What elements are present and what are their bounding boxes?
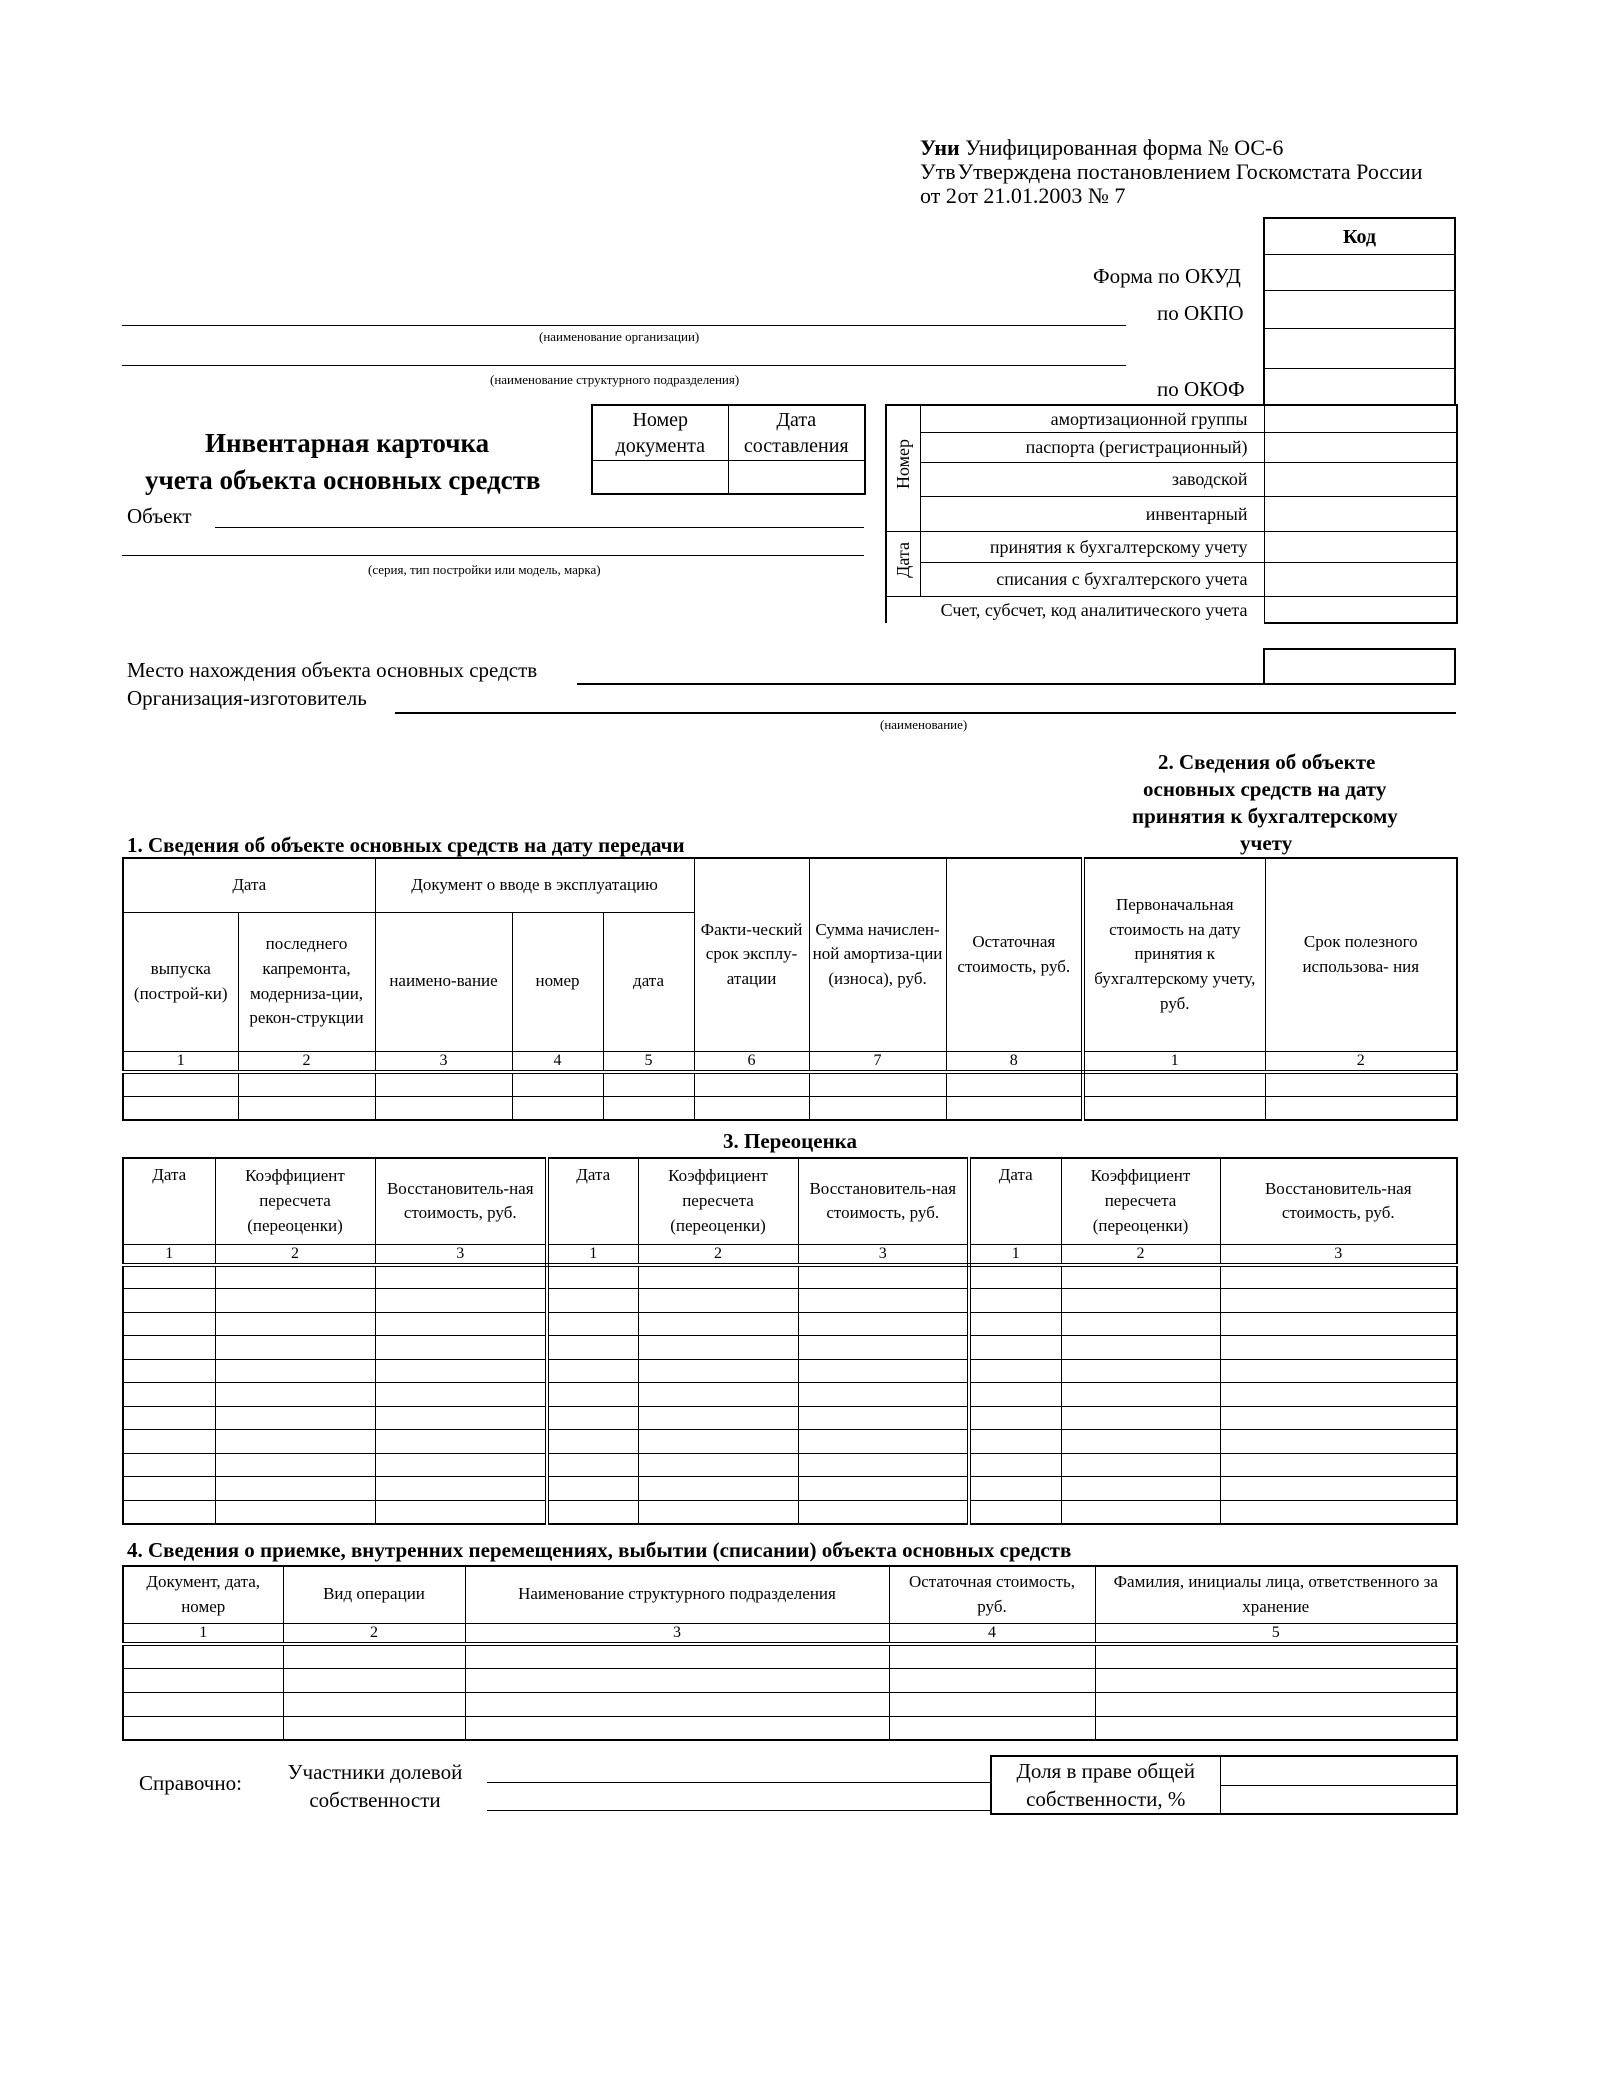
table-cell[interactable]: [638, 1383, 798, 1407]
s1-cell[interactable]: [694, 1096, 809, 1120]
object-line-2[interactable]: [122, 555, 864, 556]
table-cell[interactable]: [215, 1430, 375, 1454]
s1-num-6: 6: [694, 1051, 809, 1072]
table-cell[interactable]: [1061, 1289, 1220, 1313]
header-overlap-3: от 2: [920, 183, 957, 208]
table-cell[interactable]: [547, 1336, 638, 1360]
table-cell[interactable]: [1061, 1336, 1220, 1360]
table-cell[interactable]: [547, 1383, 638, 1407]
table-cell[interactable]: [1095, 1692, 1457, 1716]
table-cell[interactable]: [1220, 1336, 1457, 1360]
table-cell[interactable]: [375, 1383, 547, 1407]
table-cell[interactable]: [1061, 1265, 1220, 1289]
s3-num-3: 3: [1220, 1244, 1457, 1265]
s1-repair: последнего капремонта, модерниза-ции, рекон-струкции: [238, 912, 375, 1051]
table-cell[interactable]: [969, 1336, 1061, 1360]
table-row: [123, 1359, 1457, 1383]
s4-num-4: 4: [889, 1623, 1095, 1644]
table-row: [123, 1336, 1457, 1360]
table-cell[interactable]: [1095, 1644, 1457, 1668]
table-cell[interactable]: [123, 1265, 215, 1289]
table-cell[interactable]: [1220, 1312, 1457, 1336]
code-okud-field[interactable]: [1265, 255, 1454, 291]
s4-doc: Документ, дата, номер: [123, 1566, 283, 1623]
table-cell[interactable]: [638, 1265, 798, 1289]
numbers-table: [885, 404, 1458, 624]
s4-unit: Наименование структурного подразделения: [465, 1566, 889, 1623]
s4-residual: Остаточная стоимость, руб.: [889, 1566, 1095, 1623]
header-form-number: Унифицированная форма № ОС-6: [965, 135, 1284, 160]
table-cell[interactable]: [969, 1383, 1061, 1407]
table-cell[interactable]: [215, 1500, 375, 1524]
card-title-line1: Инвентарная карточка: [205, 428, 490, 458]
table-cell[interactable]: [638, 1359, 798, 1383]
table-cell[interactable]: [1220, 1383, 1457, 1407]
amort-group-label: амортизационной группы: [920, 405, 1264, 432]
table-cell[interactable]: [547, 1265, 638, 1289]
table-cell[interactable]: [547, 1500, 638, 1524]
table-cell[interactable]: [969, 1265, 1061, 1289]
unit-name-caption: (наименование структурного подразделения): [490, 372, 740, 387]
object-line[interactable]: [215, 527, 864, 528]
table-cell[interactable]: [889, 1692, 1095, 1716]
factory-label: заводской: [920, 462, 1264, 496]
share-field-1[interactable]: [1220, 1756, 1457, 1785]
s1-cell[interactable]: [809, 1072, 946, 1096]
table-cell[interactable]: [969, 1453, 1061, 1477]
s1-num-7: 7: [809, 1051, 946, 1072]
table-cell[interactable]: [123, 1668, 283, 1692]
doc-number-header: Номер документа: [592, 405, 728, 460]
table-cell[interactable]: [215, 1336, 375, 1360]
table-cell[interactable]: [375, 1430, 547, 1454]
table-cell[interactable]: [638, 1477, 798, 1501]
table-cell[interactable]: [889, 1668, 1095, 1692]
table-cell[interactable]: [283, 1668, 465, 1692]
participants-line-1[interactable]: [487, 1782, 990, 1783]
s1-data-row: [123, 1072, 1457, 1096]
section2-title-line2: основных средств на дату: [1143, 777, 1387, 801]
data-vertical-cell: [886, 531, 920, 596]
section4-title: 4. Сведения о приемке, внутренних перемещениях, выбытии (списании) объекта основных средств: [127, 1538, 1072, 1562]
table-cell[interactable]: [969, 1430, 1061, 1454]
s3-date-1: Дата: [123, 1158, 215, 1244]
table-cell[interactable]: [798, 1359, 969, 1383]
section1-title: 1. Сведения об объекте основных средств на дату передачи: [127, 833, 685, 857]
written-off-field[interactable]: [1264, 562, 1457, 596]
s4-num-3: 3: [465, 1623, 889, 1644]
table-cell[interactable]: [215, 1453, 375, 1477]
table-row: [123, 1406, 1457, 1430]
s1-cell[interactable]: [375, 1096, 512, 1120]
table-cell[interactable]: [798, 1289, 969, 1313]
table-cell[interactable]: [547, 1430, 638, 1454]
s2-cell[interactable]: [1265, 1096, 1457, 1120]
table-cell[interactable]: [375, 1336, 547, 1360]
table-row: [123, 1312, 1457, 1336]
s4-operation: Вид операции: [283, 1566, 465, 1623]
table-cell[interactable]: [215, 1289, 375, 1313]
participants-label: Участники долевой собственности: [287, 1760, 463, 1812]
location-line[interactable]: [577, 683, 1263, 685]
code-okpo-field[interactable]: [1265, 291, 1454, 329]
table-cell[interactable]: [1095, 1668, 1457, 1692]
table-cell[interactable]: [375, 1406, 547, 1430]
table-cell[interactable]: [969, 1500, 1061, 1524]
table-cell[interactable]: [798, 1453, 969, 1477]
maker-caption: (наименование): [880, 717, 968, 732]
maker-line[interactable]: [395, 712, 1456, 714]
s3-num-1: 1: [123, 1244, 215, 1265]
table-row: [123, 1453, 1457, 1477]
s1-cell[interactable]: [512, 1072, 603, 1096]
doc-number-date-table: [591, 404, 866, 495]
nomer-vertical-label: Номер: [893, 439, 914, 490]
s1-actual-term: Факти-ческий срок эксплу-атации: [694, 858, 809, 1051]
s3-coef-3: Коэффициент пересчета (переоценки): [1061, 1158, 1220, 1244]
s1-cell[interactable]: [603, 1096, 694, 1120]
table-cell[interactable]: [123, 1359, 215, 1383]
table-cell[interactable]: [123, 1430, 215, 1454]
s4-person: Фамилия, инициалы лица, ответственного за хранение: [1095, 1566, 1457, 1623]
s1-num-2: 2: [238, 1051, 375, 1072]
table-cell[interactable]: [1061, 1453, 1220, 1477]
table-cell[interactable]: [215, 1265, 375, 1289]
accepted-label: принятия к бухгалтерскому учету: [920, 531, 1264, 562]
code-unit-field[interactable]: [1265, 329, 1454, 369]
data-vertical-label: Дата: [893, 541, 914, 578]
table-cell[interactable]: [798, 1500, 969, 1524]
s3-coef-2: Коэффициент пересчета (переоценки): [638, 1158, 798, 1244]
table-cell[interactable]: [547, 1477, 638, 1501]
org-name-line[interactable]: [122, 325, 1126, 326]
table-cell[interactable]: [123, 1453, 215, 1477]
share-label: Доля в праве общей собственности, %: [991, 1756, 1220, 1814]
table-cell[interactable]: [969, 1477, 1061, 1501]
s3-num-2: 2: [1061, 1244, 1220, 1265]
doc-date-field[interactable]: [728, 460, 865, 494]
code-column: [1263, 217, 1456, 406]
okpo-label: по ОКПО: [1157, 301, 1244, 325]
share-table: [990, 1755, 1458, 1815]
form-header-line2: [920, 161, 1422, 183]
table-row: [123, 1644, 1457, 1668]
section1-2-table: [122, 857, 1458, 1121]
table-cell[interactable]: [123, 1716, 283, 1740]
table-cell[interactable]: [969, 1289, 1061, 1313]
table-cell[interactable]: [375, 1453, 547, 1477]
table-cell[interactable]: [123, 1312, 215, 1336]
s1-data-row: [123, 1096, 1457, 1120]
table-cell[interactable]: [638, 1336, 798, 1360]
table-cell[interactable]: [798, 1336, 969, 1360]
table-cell[interactable]: [638, 1453, 798, 1477]
table-cell[interactable]: [1061, 1500, 1220, 1524]
form-header-line1: [920, 137, 1283, 159]
written-off-label: списания с бухгалтерского учета: [920, 562, 1264, 596]
table-cell[interactable]: [798, 1383, 969, 1407]
table-cell[interactable]: [1061, 1430, 1220, 1454]
passport-label: паспорта (регистрационный): [920, 432, 1264, 462]
s1-num-5: 5: [603, 1051, 694, 1072]
code-okof-field[interactable]: [1265, 369, 1454, 404]
table-cell[interactable]: [375, 1289, 547, 1313]
table-cell[interactable]: [1061, 1477, 1220, 1501]
object-label: Объект: [127, 504, 192, 528]
s3-num-3: 3: [375, 1244, 547, 1265]
factory-field[interactable]: [1264, 462, 1457, 496]
table-cell[interactable]: [547, 1312, 638, 1336]
section2-title-line3: принятия к бухгалтерскому: [1132, 804, 1398, 828]
s1-cell[interactable]: [123, 1096, 238, 1120]
table-cell[interactable]: [547, 1453, 638, 1477]
table-cell[interactable]: [375, 1265, 547, 1289]
table-cell[interactable]: [283, 1716, 465, 1740]
table-cell[interactable]: [123, 1692, 283, 1716]
revaluation-table: [122, 1157, 1458, 1525]
table-cell[interactable]: [1220, 1430, 1457, 1454]
code-title: Код: [1265, 219, 1454, 255]
movements-table: [122, 1565, 1458, 1741]
table-cell[interactable]: [638, 1312, 798, 1336]
maker-label: Организация-изготовитель: [127, 686, 367, 710]
okof-label: по ОКОФ: [1157, 377, 1245, 401]
table-cell[interactable]: [1220, 1500, 1457, 1524]
table-cell[interactable]: [969, 1406, 1061, 1430]
table-cell[interactable]: [1095, 1716, 1457, 1740]
s2-cell[interactable]: [1083, 1072, 1265, 1096]
table-cell[interactable]: [215, 1359, 375, 1383]
org-name-caption: (наименование организации): [539, 329, 700, 344]
table-cell[interactable]: [1220, 1477, 1457, 1501]
table-cell[interactable]: [969, 1312, 1061, 1336]
s1-cell[interactable]: [375, 1072, 512, 1096]
inventory-label: инвентарный: [920, 496, 1264, 531]
participants-line-2[interactable]: [487, 1810, 990, 1811]
s2-initial-cost: Первоначальная стоимость на дату принятия к бухгалтерскому учету, руб.: [1083, 858, 1265, 1051]
s1-cell[interactable]: [238, 1096, 375, 1120]
table-cell[interactable]: [215, 1477, 375, 1501]
s3-date-2: Дата: [547, 1158, 638, 1244]
s1-residual: Остаточная стоимость, руб.: [946, 858, 1083, 1051]
table-cell[interactable]: [547, 1359, 638, 1383]
s1-cell[interactable]: [512, 1096, 603, 1120]
accepted-field[interactable]: [1264, 531, 1457, 562]
table-cell[interactable]: [1220, 1265, 1457, 1289]
location-code-field[interactable]: [1263, 648, 1456, 685]
table-row: [123, 1716, 1457, 1740]
s1-cell[interactable]: [946, 1072, 1083, 1096]
s1-cell[interactable]: [694, 1072, 809, 1096]
table-cell[interactable]: [798, 1265, 969, 1289]
s1-doc-group: Документ о вводе в эксплуатацию: [375, 858, 694, 912]
card-title-line2: учета объекта основных средств: [145, 465, 541, 495]
okud-label: Форма по ОКУД: [1093, 264, 1241, 288]
table-cell[interactable]: [123, 1383, 215, 1407]
s1-doc-name: наимено-вание: [375, 912, 512, 1051]
table-cell[interactable]: [215, 1383, 375, 1407]
object-caption: (серия, тип постройки или модель, марка): [368, 562, 601, 577]
table-cell[interactable]: [638, 1289, 798, 1313]
table-row: [123, 1383, 1457, 1407]
table-cell[interactable]: [215, 1406, 375, 1430]
table-cell[interactable]: [123, 1289, 215, 1313]
s3-restore-3: Восстановитель-ная стоимость, руб.: [1220, 1158, 1457, 1244]
table-cell[interactable]: [798, 1430, 969, 1454]
s3-restore-1: Восстановитель-ная стоимость, руб.: [375, 1158, 547, 1244]
s1-num-4: 4: [512, 1051, 603, 1072]
table-cell[interactable]: [375, 1500, 547, 1524]
header-overlap-1: Уни: [920, 135, 960, 160]
table-cell[interactable]: [1061, 1406, 1220, 1430]
account-field[interactable]: [1264, 596, 1457, 623]
s1-release: выпуска (построй-ки): [123, 912, 238, 1051]
nomer-vertical-cell: [886, 405, 920, 531]
reference-label: Справочно:: [139, 1771, 242, 1795]
table-cell[interactable]: [1220, 1359, 1457, 1383]
table-row: [123, 1477, 1457, 1501]
table-cell[interactable]: [638, 1406, 798, 1430]
s4-num-2: 2: [283, 1623, 465, 1644]
table-cell[interactable]: [465, 1692, 889, 1716]
table-cell[interactable]: [465, 1644, 889, 1668]
table-cell[interactable]: [547, 1406, 638, 1430]
s1-amort-sum: Сумма начислен-ной амортиза-ции (износа), руб.: [809, 858, 946, 1051]
s1-cell[interactable]: [809, 1096, 946, 1120]
s3-num-1: 1: [547, 1244, 638, 1265]
s1-doc-date: дата: [603, 912, 694, 1051]
table-cell[interactable]: [1061, 1312, 1220, 1336]
table-cell[interactable]: [1061, 1359, 1220, 1383]
table-cell[interactable]: [969, 1359, 1061, 1383]
s1-cell[interactable]: [238, 1072, 375, 1096]
s4-num-1: 1: [123, 1623, 283, 1644]
table-cell[interactable]: [123, 1644, 283, 1668]
s3-restore-2: Восстановитель-ная стоимость, руб.: [798, 1158, 969, 1244]
table-cell[interactable]: [638, 1430, 798, 1454]
s2-num-1: 1: [1083, 1051, 1265, 1072]
share-field-2[interactable]: [1220, 1785, 1457, 1814]
table-cell[interactable]: [889, 1644, 1095, 1668]
table-cell[interactable]: [375, 1359, 547, 1383]
table-cell[interactable]: [465, 1668, 889, 1692]
table-cell[interactable]: [798, 1406, 969, 1430]
unit-name-line[interactable]: [122, 365, 1126, 366]
table-row: [123, 1289, 1457, 1313]
doc-number-field[interactable]: [592, 460, 728, 494]
table-cell[interactable]: [283, 1692, 465, 1716]
s1-cell[interactable]: [603, 1072, 694, 1096]
table-row: [123, 1668, 1457, 1692]
table-cell[interactable]: [1220, 1453, 1457, 1477]
table-cell[interactable]: [1220, 1406, 1457, 1430]
table-cell[interactable]: [1061, 1383, 1220, 1407]
s2-num-2: 2: [1265, 1051, 1457, 1072]
s2-useful-life: Срок полезного использова- ния: [1265, 858, 1457, 1051]
s3-num-2: 2: [215, 1244, 375, 1265]
table-cell[interactable]: [123, 1500, 215, 1524]
inventory-field[interactable]: [1264, 496, 1457, 531]
table-cell[interactable]: [798, 1312, 969, 1336]
s1-num-1: 1: [123, 1051, 238, 1072]
table-row: [123, 1265, 1457, 1289]
table-cell[interactable]: [638, 1500, 798, 1524]
section2-title-line1: 2. Сведения об объекте: [1158, 750, 1376, 774]
account-label: Счет, субсчет, код аналитического учета: [886, 596, 1264, 623]
header-decree-date: от 21.01.2003 № 7: [957, 183, 1126, 208]
s3-coef-1: Коэффициент пересчета (переоценки): [215, 1158, 375, 1244]
table-cell[interactable]: [375, 1312, 547, 1336]
amort-group-field[interactable]: [1264, 405, 1457, 432]
s2-cell[interactable]: [1083, 1096, 1265, 1120]
form-header-line3: [920, 185, 1125, 207]
table-cell[interactable]: [123, 1477, 215, 1501]
s3-date-3: Дата: [969, 1158, 1061, 1244]
s1-cell[interactable]: [123, 1072, 238, 1096]
s1-num-8: 8: [946, 1051, 1083, 1072]
s4-num-5: 5: [1095, 1623, 1457, 1644]
table-row: [123, 1692, 1457, 1716]
table-cell[interactable]: [889, 1716, 1095, 1740]
table-cell[interactable]: [465, 1716, 889, 1740]
table-cell[interactable]: [123, 1336, 215, 1360]
table-cell[interactable]: [1220, 1289, 1457, 1313]
table-cell[interactable]: [283, 1644, 465, 1668]
s1-date-group: Дата: [123, 858, 375, 912]
s2-cell[interactable]: [1265, 1072, 1457, 1096]
doc-date-header: Дата составления: [728, 405, 865, 460]
s3-num-2: 2: [638, 1244, 798, 1265]
s1-num-3: 3: [375, 1051, 512, 1072]
passport-field[interactable]: [1264, 432, 1457, 462]
section2-title-line4: учету: [1240, 831, 1293, 855]
table-cell[interactable]: [798, 1477, 969, 1501]
header-overlap-2: Утв: [920, 159, 956, 184]
s1-cell[interactable]: [946, 1096, 1083, 1120]
header-approved: Утверждена постановлением Госкомстата России: [957, 159, 1423, 184]
table-cell[interactable]: [123, 1406, 215, 1430]
s3-num-3: 3: [798, 1244, 969, 1265]
table-cell[interactable]: [375, 1477, 547, 1501]
table-cell[interactable]: [215, 1312, 375, 1336]
s1-doc-number: номер: [512, 912, 603, 1051]
section3-title: 3. Переоценка: [723, 1129, 857, 1153]
location-label: Место нахождения объекта основных средств: [127, 658, 538, 682]
table-cell[interactable]: [547, 1289, 638, 1313]
table-row: [123, 1430, 1457, 1454]
s3-num-1: 1: [969, 1244, 1061, 1265]
table-row: [123, 1500, 1457, 1524]
